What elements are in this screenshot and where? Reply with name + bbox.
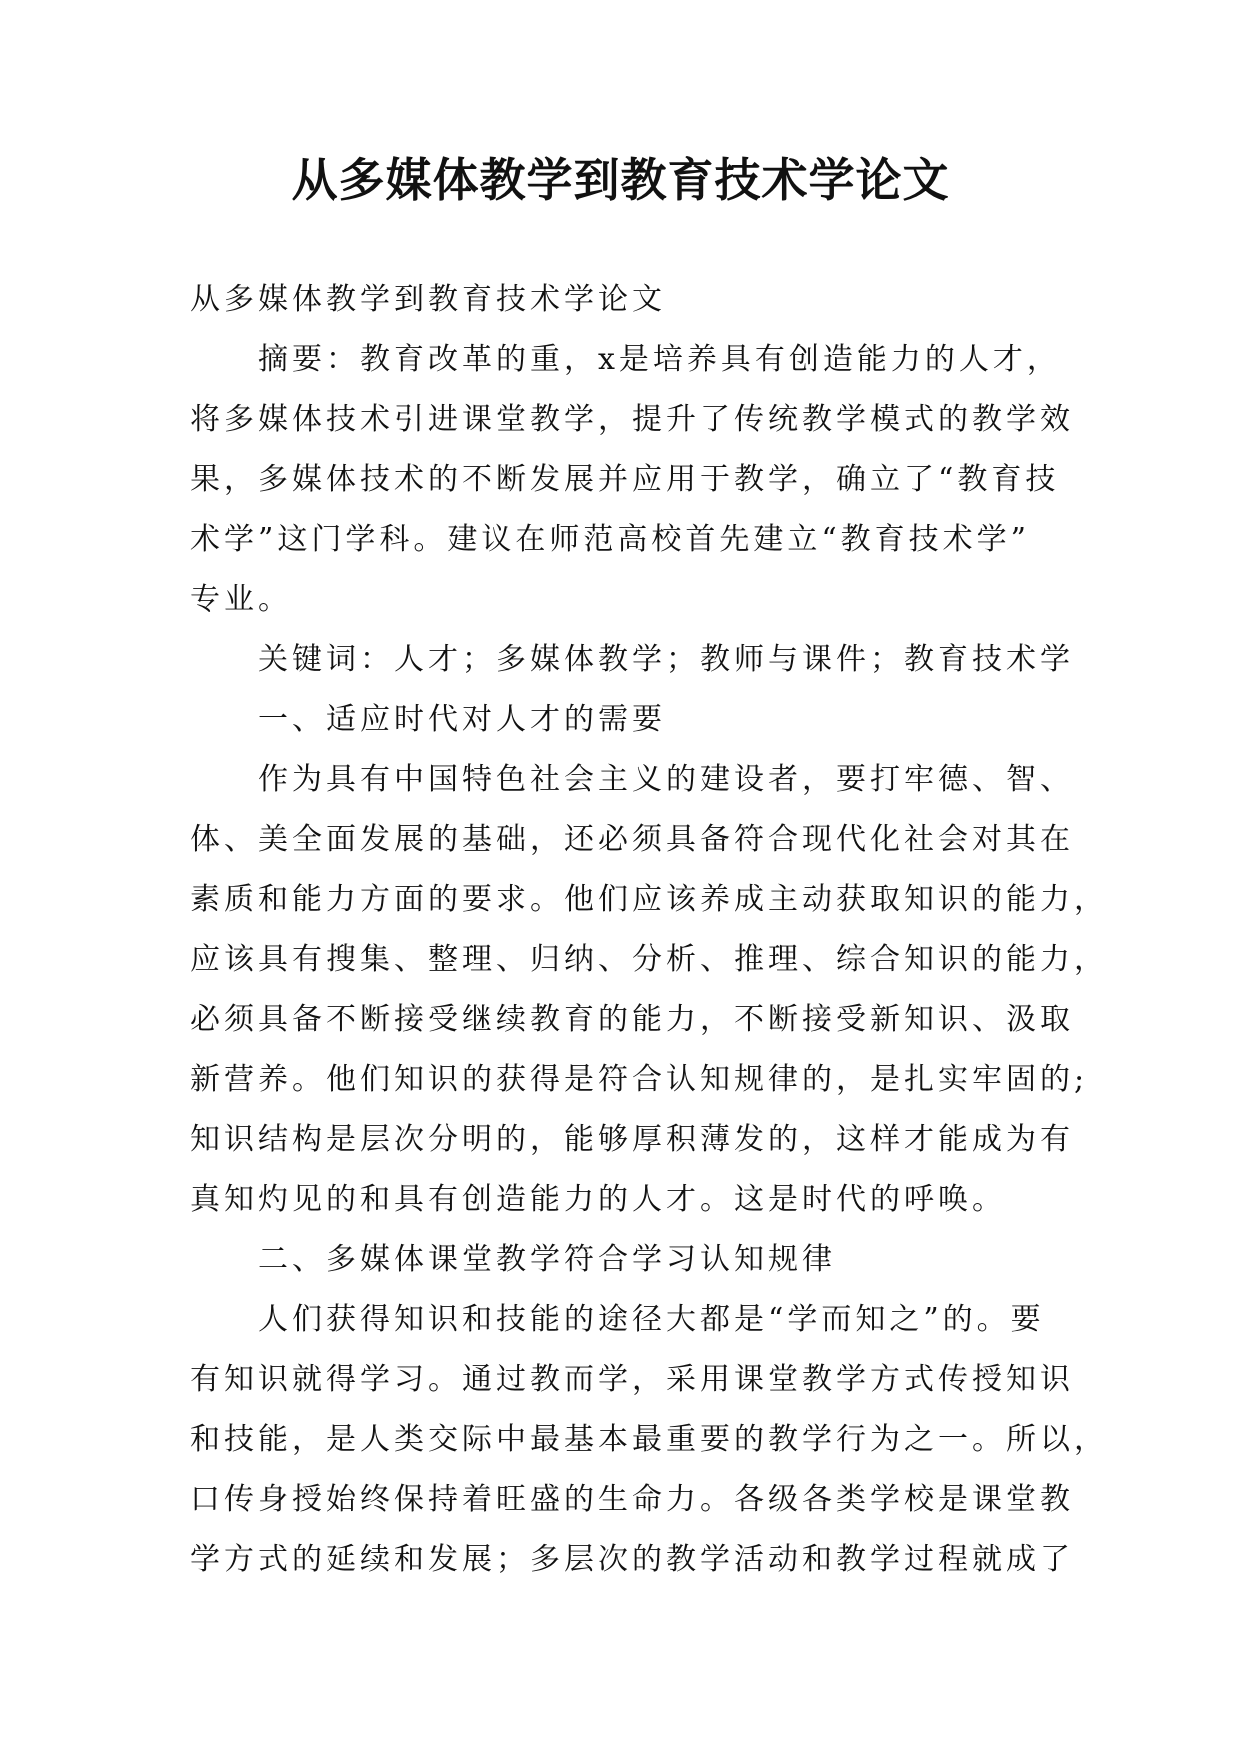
paragraph-line: 和技能，是人类交际中最基本最重要的教学行为之一。所以， bbox=[190, 1422, 1108, 1457]
abstract-line: 专业。 bbox=[190, 582, 292, 617]
paragraph-line: 口传身授始终保持着旺盛的生命力。各级各类学校是课堂教 bbox=[190, 1482, 1074, 1517]
abstract-line: 将多媒体技术引进课堂教学，提升了传统教学模式的教学效 bbox=[190, 402, 1074, 437]
paragraph-line: 应该具有搜集、整理、归纳、分析、推理、综合知识的能力， bbox=[190, 942, 1108, 977]
paragraph-line: 作为具有中国特色社会主义的建设者，要打牢德、智、 bbox=[258, 762, 1074, 797]
abstract-line: 果，多媒体技术的不断发展并应用于教学，确立了“教育技 bbox=[190, 462, 1060, 497]
paragraph-line: 素质和能力方面的要求。他们应该养成主动获取知识的能力， bbox=[190, 882, 1108, 917]
abstract-line: 术学”这门学科。建议在师范高校首先建立“教育技术学” bbox=[190, 522, 1031, 557]
subtitle-line: 从多媒体教学到教育技术学论文 bbox=[190, 282, 666, 317]
paragraph-line: 真知灼见的和具有创造能力的人才。这是时代的呼唤。 bbox=[190, 1182, 1006, 1217]
keywords-line: 关键词：人才；多媒体教学；教师与课件；教育技术学 bbox=[258, 642, 1074, 677]
section-heading: 二、多媒体课堂教学符合学习认知规律 bbox=[258, 1242, 836, 1277]
paragraph-line: 有知识就得学习。通过教而学，采用课堂教学方式传授知识 bbox=[190, 1362, 1074, 1397]
abstract-line: 摘要：教育改革的重，x是培养具有创造能力的人才， bbox=[258, 342, 1061, 377]
section-heading: 一、适应时代对人才的需要 bbox=[258, 702, 666, 737]
paragraph-line: 知识结构是层次分明的，能够厚积薄发的，这样才能成为有 bbox=[190, 1122, 1074, 1157]
paragraph-line: 新营养。他们知识的获得是符合认知规律的，是扎实牢固的; bbox=[190, 1062, 1089, 1097]
paragraph-line: 人们获得知识和技能的途径大都是“学而知之”的。要 bbox=[258, 1302, 1045, 1337]
paragraph-line: 学方式的延续和发展；多层次的教学活动和教学过程就成了 bbox=[190, 1542, 1074, 1577]
paragraph-line: 体、美全面发展的基础，还必须具备符合现代化社会对其在 bbox=[190, 822, 1074, 857]
paragraph-line: 必须具备不断接受继续教育的能力，不断接受新知识、汲取 bbox=[190, 1002, 1074, 1037]
document-title: 从多媒体教学到教育技术学论文 bbox=[291, 153, 950, 207]
